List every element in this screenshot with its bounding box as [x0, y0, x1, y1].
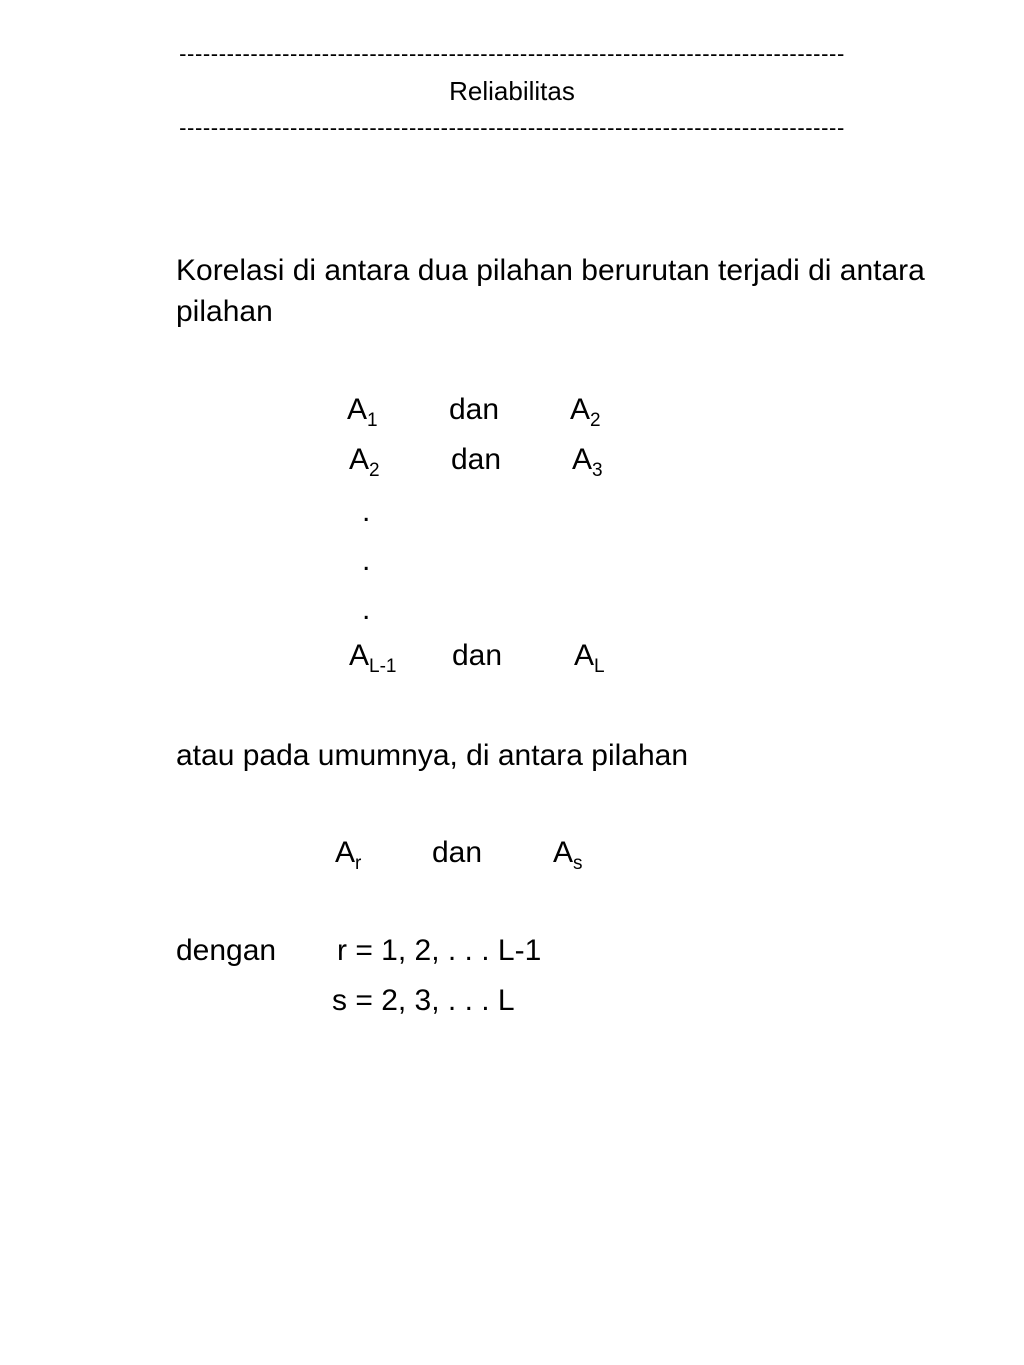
conditions-label: dengan: [176, 934, 277, 967]
s-definition: s = 2, 3, . . . L: [332, 984, 515, 1017]
general-pair-left: $A_r$: [335, 836, 362, 874]
pair-2-word: dan: [451, 443, 502, 476]
general-paragraph: atau pada umumnya, di antara pilahan: [176, 739, 689, 772]
header-rule-top: ------------------------------------------------------------------------------------: [179, 42, 845, 66]
ellipsis-dot-3: .: [362, 593, 371, 626]
pair-3-word: dan: [452, 639, 503, 672]
ellipsis-dot-2: .: [362, 544, 371, 577]
ellipsis-dot-1: .: [362, 495, 371, 528]
pair-1-right: $A_2$: [570, 393, 601, 431]
page-title: Reliabilitas: [449, 76, 575, 106]
pair-1-word: dan: [449, 393, 500, 426]
pair-2-right: $A_3$: [572, 443, 603, 481]
general-pair-right: $A_s$: [553, 836, 583, 874]
pair-2-left: $A_2$: [349, 443, 380, 481]
general-pair-word: dan: [432, 836, 483, 869]
pair-1-left: $A_1$: [347, 393, 378, 431]
pair-3-left: $A_{L-1}$: [349, 639, 397, 677]
intro-paragraph: Korelasi di antara dua pilahan berurutan terjadi di antara pilahan: [176, 254, 925, 328]
header-rule-bottom: ------------------------------------------------------------------------------------: [179, 116, 845, 140]
r-definition: r = 1, 2, . . . L-1: [337, 934, 542, 967]
pair-3-right: $A_L$: [574, 639, 605, 677]
